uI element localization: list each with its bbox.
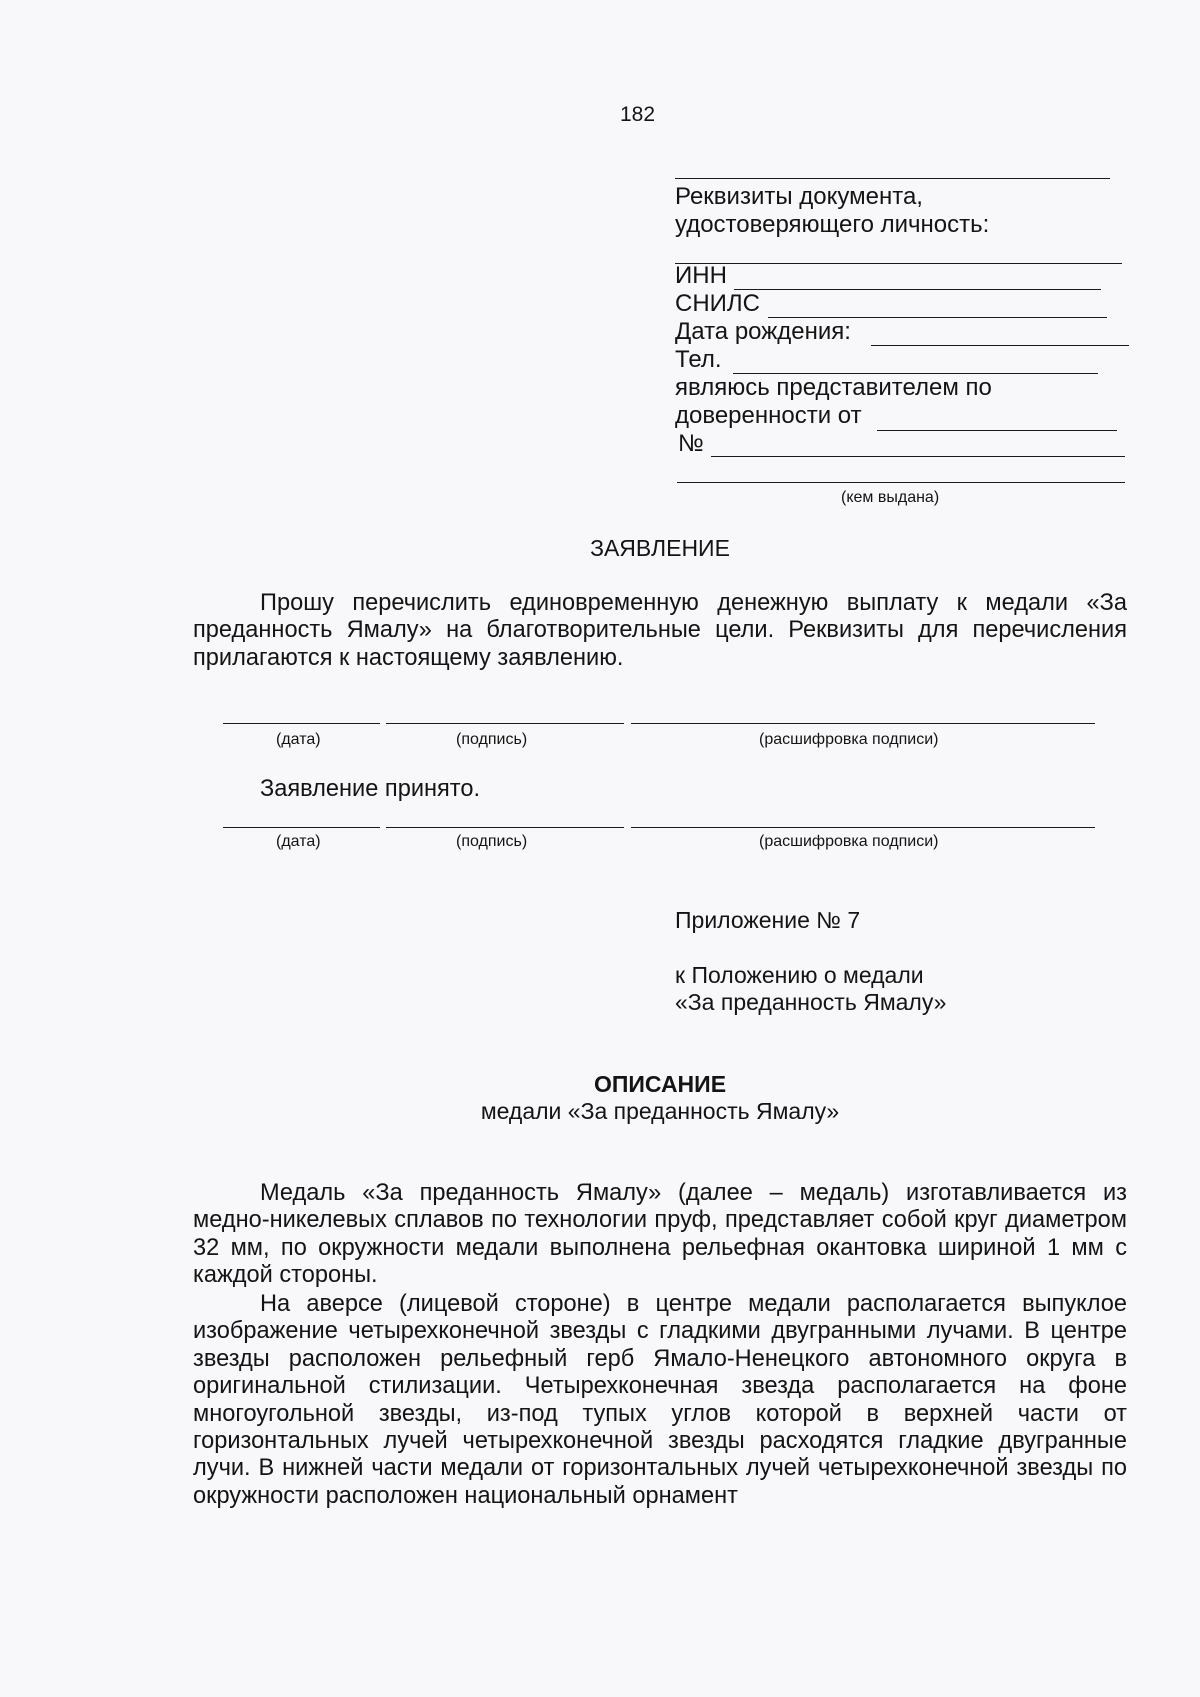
accepted-decoding-caption: (расшифровка подписи) [759, 833, 939, 850]
description-subtitle: медали «За преданность Ямалу» [480, 1098, 840, 1124]
phone-label: Тел. [675, 346, 722, 373]
attorney-number-underline [711, 456, 1125, 457]
fullname-underline [675, 178, 1110, 179]
application-body: Прошу перечислить единовременную денежную выплату к медали «За преданность Ямалу» на благотворительные цели. Реквизиты для перечисления прилагаются к настоящему заявлению. [193, 590, 1127, 671]
representative-label: являюсь представителем по [675, 374, 992, 401]
attorney-number-label: № [678, 430, 704, 457]
birth-date-underline [871, 345, 1129, 346]
signature-decoding-line [631, 723, 1095, 724]
description-paragraph-1: Медаль «За преданность Ямалу» (далее – медаль) изготавливается из медно-никелевых сплавов по технологии пруф, представляет собой круг диаметром 32 мм, по окружности медали выполнена рельефная окантовка шириной 1 мм с каждой стороны. [193, 1180, 1127, 1289]
power-of-attorney-date-underline [877, 430, 1117, 431]
inn-underline [734, 289, 1101, 290]
signature-line [386, 723, 624, 724]
appendix-number: Приложение № 7 [675, 907, 861, 933]
appendix-reference-cont: «За преданность Ямалу» [675, 989, 947, 1015]
id-document-underline [675, 263, 1122, 264]
accepted-date-caption: (дата) [276, 833, 321, 850]
snils-label: СНИЛС [675, 290, 760, 317]
application-title: ЗАЯВЛЕНИЕ [590, 535, 730, 561]
signature-decoding-caption: (расшифровка подписи) [759, 731, 939, 748]
birth-date-label: Дата рождения: [675, 318, 851, 345]
power-of-attorney-label: доверенности от [675, 402, 862, 429]
issued-by-caption: (кем выдана) [841, 489, 940, 506]
description-title: ОПИСАНИЕ [593, 1071, 727, 1097]
id-document-label-cont: удостоверяющего личность: [675, 211, 990, 238]
accepted-signature-line [386, 827, 624, 828]
date-signature-line [223, 723, 380, 724]
appendix-reference: к Положению о медали [675, 962, 924, 988]
page-number: 182 [620, 103, 656, 126]
accepted-date-line [223, 827, 380, 828]
description-paragraph-2: На аверсе (лицевой стороне) в центре медали располагается выпуклое изображение четырехконечной звезды с гладкими двугранными лучами. В центре звезды расположен рельефный герб Ямало-Ненецкого автономного округа в оригинальной стилизации. Четырехконечная звезда располагается на фоне многоугольной звезды, из-под тупых углов которой в верхней части от горизонтальных лучей четырехконечной звезды расходятся гладкие двугранные лучи. В нижней части медали от горизонтальных лучей четырехконечной звезды по окружности расположен национальный орнамент [193, 1291, 1127, 1509]
date-caption: (дата) [276, 731, 321, 748]
signature-caption: (подпись) [456, 731, 528, 748]
accepted-decoding-line [631, 827, 1095, 828]
inn-label: ИНН [675, 262, 727, 289]
application-accepted-label: Заявление принято. [260, 776, 481, 802]
issued-by-underline [677, 482, 1125, 483]
id-document-label: Реквизиты документа, [675, 183, 923, 210]
accepted-signature-caption: (подпись) [456, 833, 528, 850]
